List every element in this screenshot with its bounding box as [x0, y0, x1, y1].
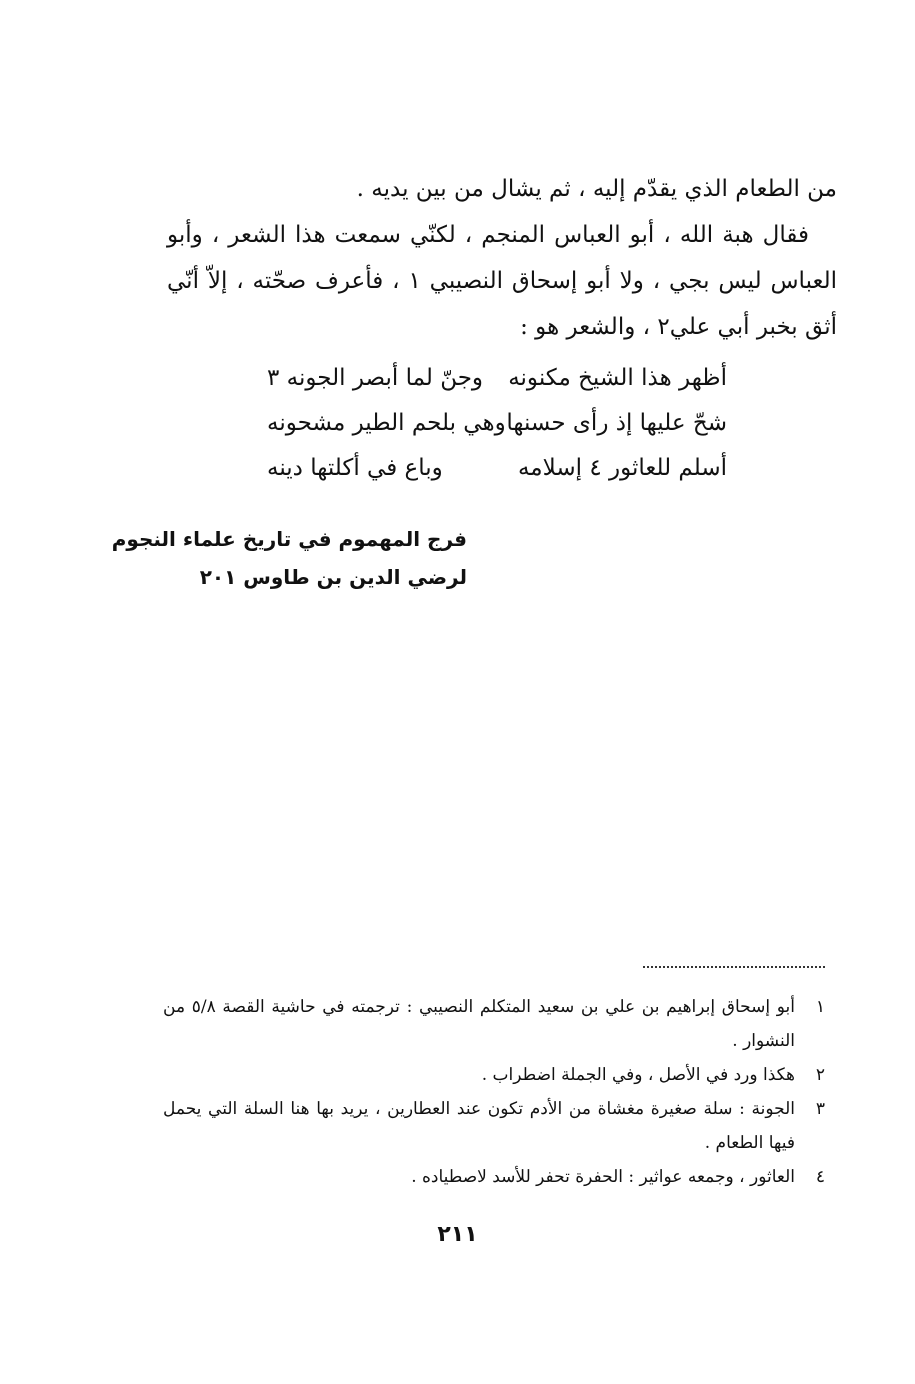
verse-first-hemistich: شحّ عليها إذ رأى حسنها: [506, 410, 727, 436]
source-citation: [112, 520, 467, 596]
verse-second-hemistich: وهي بلحم الطير مشحونه: [267, 410, 506, 436]
footnote: [163, 990, 825, 1058]
footnote-number: ٤: [815, 1167, 825, 1187]
verse-first-hemistich: أسلم للعاثور ٤ إسلامه: [517, 455, 727, 481]
footnote-text: العاثور ، وجمعه عواثير : الحفرة تحفر للأسد لاصطياده .: [411, 1167, 795, 1187]
footnote-number: ٣: [815, 1099, 825, 1119]
footnote-text: أبو إسحاق إبراهيم بن علي بن سعيد المتكلم النصيبي : ترجمته في حاشية القصة ٥/٨ من النشوار .: [163, 997, 795, 1051]
poem: [267, 356, 727, 491]
footnote-text: هكذا ورد في الأصل ، وفي الجملة اضطراب .: [481, 1065, 795, 1085]
paragraph-2: فقال هبة الله ، أبو العباس المنجم ، لكنّي سمعت هذا الشعر ، وأبو العباس ليس بجي ، ولا أبو إسحاق النصيبي ١ ، فأعرف صحّته ، إلاّ أنّي أثق بخبر أبي علي٢ ، والشعر هو :: [167, 222, 837, 340]
footnote-number: ١: [815, 997, 825, 1017]
verse-first-hemistich: أظهر هذا الشيخ مكنونه: [508, 365, 727, 391]
footnote: [163, 1058, 825, 1092]
source-author: لرضي الدين بن طاوس ٢٠١: [199, 565, 467, 589]
footnotes: [163, 990, 825, 1194]
footnote: [163, 1160, 825, 1194]
verse-second-hemistich: وجنّ لما أبصر الجونه ٣: [267, 365, 484, 391]
poem-verse: [267, 356, 727, 401]
footnote-divider: [643, 966, 825, 968]
footnote-text: الجونة : سلة صغيرة مغشاة من الأدم تكون عند العطارين ، يريد بها هنا السلة التي يحمل فيها الطعام .: [163, 1099, 795, 1153]
page-number: ٢١١: [437, 1222, 478, 1247]
main-text: [167, 166, 837, 350]
poem-verse: [267, 446, 727, 491]
paragraph-1: من الطعام الذي يقدّم إليه ، ثم يشال من بين يديه .: [356, 176, 837, 202]
source-title: فرج المهموم في تاريخ علماء النجوم: [111, 527, 467, 551]
poem-verse: [267, 401, 727, 446]
footnote-number: ٢: [815, 1065, 825, 1085]
footnote: [163, 1092, 825, 1160]
verse-second-hemistich: وباع في أكلتها دينه: [267, 455, 443, 481]
